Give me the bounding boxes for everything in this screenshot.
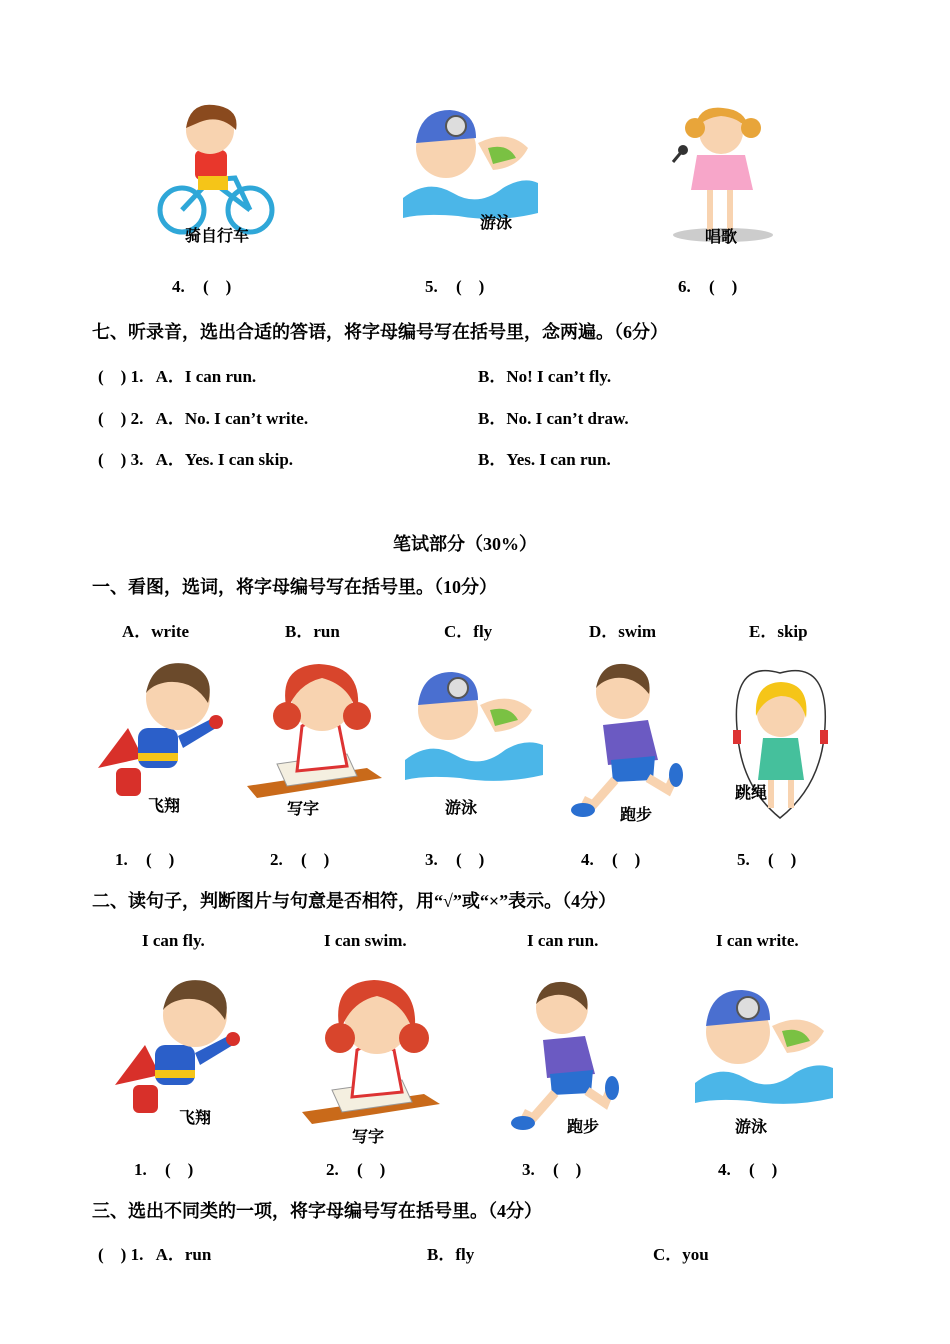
answer-blank[interactable]: ( ) xyxy=(357,1160,386,1179)
word-option-e: E．skip xyxy=(749,622,808,641)
item-number: 4. xyxy=(172,277,185,296)
answer-blank[interactable]: ( ) xyxy=(456,277,485,296)
item-number: 1. xyxy=(115,850,128,869)
answer-blank[interactable]: ( ) xyxy=(98,409,127,428)
option-a: A．No. I can’t write. xyxy=(155,409,309,428)
answer-blank[interactable]: ( ) xyxy=(165,1160,194,1179)
word-option-b: B．run xyxy=(285,622,340,641)
top-item-6 xyxy=(678,272,737,297)
section-1-title: 一、看图，选词，将字母编号写在括号里。（10分） xyxy=(92,577,497,597)
caption-running-2: 跑步 xyxy=(567,1117,600,1136)
answer-blank[interactable]: ( ) xyxy=(749,1160,778,1179)
item-number: 3. xyxy=(522,1160,535,1179)
question-number: 3. xyxy=(130,450,144,469)
writing-girl-illustration xyxy=(247,656,382,801)
option-b: B．No. I can’t draw. xyxy=(478,409,629,428)
caption-swimming-2: 游泳 xyxy=(735,1117,768,1136)
caption-writing: 写字 xyxy=(287,799,320,818)
answer-blank[interactable]: ( ) xyxy=(203,277,232,296)
picture-running xyxy=(563,660,688,825)
option-a: A．Yes. I can skip. xyxy=(155,450,294,469)
caption-singing: 唱歌 xyxy=(705,227,738,246)
picture-writing-2 xyxy=(302,972,440,1147)
running-boy-illustration xyxy=(563,660,688,825)
option-a: A．run xyxy=(155,1245,212,1264)
sentence-2: I can swim. xyxy=(324,931,407,950)
sentence-3: I can run. xyxy=(527,931,599,950)
picture-running-2 xyxy=(505,978,623,1138)
caption-skipping: 跳绳 xyxy=(735,783,768,802)
item-number: 2. xyxy=(326,1160,339,1179)
written-part-heading: 笔试部分（30%） xyxy=(393,534,537,554)
picture-flying-2 xyxy=(115,975,240,1125)
s2-item-2 xyxy=(326,1155,385,1180)
sentence-4: I can write. xyxy=(716,931,799,950)
top-item-4 xyxy=(172,272,231,297)
s1-item-4 xyxy=(581,845,640,870)
picture-swimming-top xyxy=(398,98,540,233)
s1-item-5 xyxy=(737,845,796,870)
item-number: 5. xyxy=(425,277,438,296)
writing-girl-illustration xyxy=(302,972,440,1127)
section-3-title: 三、选出不同类的一项，将字母编号写在括号里。（4分） xyxy=(92,1201,542,1221)
flying-boy-illustration xyxy=(98,658,223,808)
caption-flying-2: 飞翔 xyxy=(179,1108,212,1127)
item-number: 4. xyxy=(718,1160,731,1179)
s2-item-4 xyxy=(718,1155,777,1180)
picture-singing xyxy=(665,100,780,245)
answer-blank[interactable]: ( ) xyxy=(612,850,641,869)
option-a: A．I can run. xyxy=(155,367,257,386)
answer-blank[interactable]: ( ) xyxy=(146,850,175,869)
answer-blank[interactable]: ( ) xyxy=(98,1245,127,1264)
option-c: C．you xyxy=(653,1245,709,1264)
s2-item-3 xyxy=(522,1155,581,1180)
word-option-c: C．fly xyxy=(444,622,493,641)
item-number: 3. xyxy=(425,850,438,869)
swimmer-illustration xyxy=(398,98,540,223)
question-number: 1. xyxy=(130,1245,144,1264)
swimmer-illustration xyxy=(400,660,545,785)
picture-skipping xyxy=(728,668,833,823)
question-number: 1. xyxy=(130,367,144,386)
answer-blank[interactable]: ( ) xyxy=(456,850,485,869)
s1-item-3 xyxy=(425,845,484,870)
question-number: 2. xyxy=(130,409,144,428)
caption-swimming-top: 游泳 xyxy=(480,213,513,232)
picture-riding-bike xyxy=(150,100,280,245)
answer-blank[interactable]: ( ) xyxy=(98,367,127,386)
item-number: 6. xyxy=(678,277,691,296)
answer-blank[interactable]: ( ) xyxy=(709,277,738,296)
answer-blank[interactable]: ( ) xyxy=(768,850,797,869)
picture-writing xyxy=(247,656,382,816)
swimmer-illustration xyxy=(690,978,835,1108)
caption-riding-bike: 骑自行车 xyxy=(185,226,250,245)
item-number: 1. xyxy=(134,1160,147,1179)
picture-swimming-2 xyxy=(690,978,835,1138)
s7-q2-left xyxy=(98,404,308,429)
option-b: B．No! I can’t fly. xyxy=(478,367,612,386)
caption-writing-2: 写字 xyxy=(352,1127,385,1146)
s2-item-1 xyxy=(134,1155,193,1180)
s1-item-1 xyxy=(115,845,174,870)
option-b: B．fly xyxy=(427,1245,475,1264)
s7-q1-left xyxy=(98,362,256,387)
s3-q1-left xyxy=(98,1240,211,1265)
s7-q3-left xyxy=(98,445,293,470)
answer-blank[interactable]: ( ) xyxy=(98,450,127,469)
picture-flying xyxy=(98,658,223,815)
option-b: B．Yes. I can run. xyxy=(478,450,611,469)
caption-flying: 飞翔 xyxy=(148,796,181,815)
word-option-a: A．write xyxy=(122,622,190,641)
sentence-1: I can fly. xyxy=(142,931,205,950)
picture-swimming xyxy=(400,660,545,818)
section-2-title: 二、读句子，判断图片与句意是否相符，用“√”或“×”表示。（4分） xyxy=(92,891,617,911)
top-item-5 xyxy=(425,272,484,297)
flying-boy-illustration xyxy=(115,975,240,1125)
word-option-d: D．swim xyxy=(589,622,657,641)
item-number: 2. xyxy=(270,850,283,869)
section-7-title: 七、听录音，选出合适的答语，将字母编号写在括号里，念两遍。（6分） xyxy=(92,322,668,342)
item-number: 4. xyxy=(581,850,594,869)
answer-blank[interactable]: ( ) xyxy=(301,850,330,869)
running-boy-illustration xyxy=(505,978,623,1138)
s1-item-2 xyxy=(270,845,329,870)
item-number: 5. xyxy=(737,850,750,869)
caption-running: 跑步 xyxy=(620,805,653,824)
caption-swimming: 游泳 xyxy=(445,798,478,817)
answer-blank[interactable]: ( ) xyxy=(553,1160,582,1179)
